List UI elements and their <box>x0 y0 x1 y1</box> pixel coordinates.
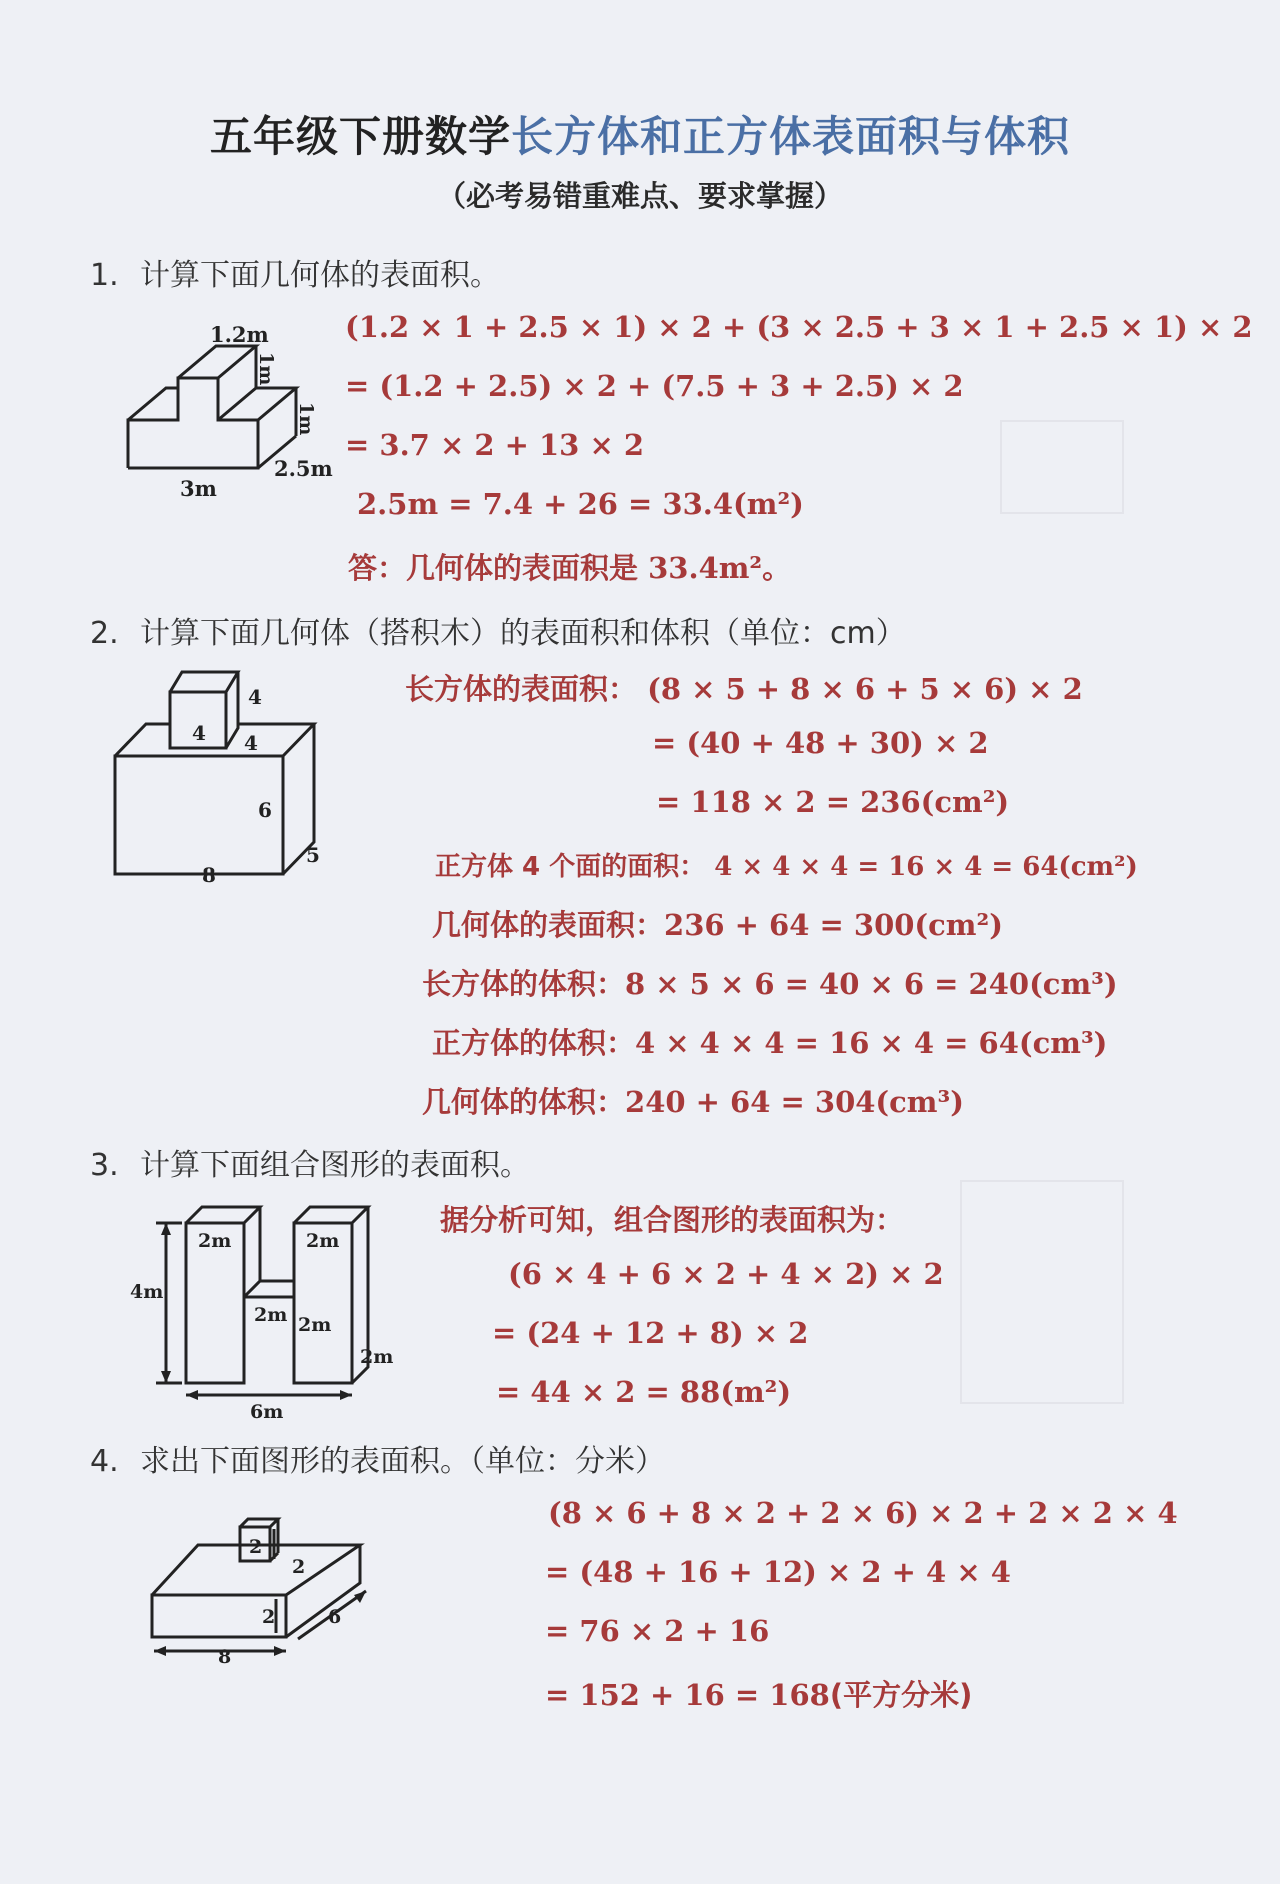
q2-line-1-label: 长方体的表面积： <box>405 672 638 706</box>
question-number: 3. <box>90 1148 119 1183</box>
q4-label-box-h: 2 <box>262 1606 276 1628</box>
q1-label-len: 3m <box>180 476 217 501</box>
q1-answer <box>348 546 791 587</box>
q4-figure <box>140 1515 380 1668</box>
q3-line-2: (6 × 4 + 6 × 2 + 4 × 2) × 2 <box>508 1257 944 1291</box>
q2-line-8-value: 240 + 64 = 304(cm³) <box>625 1085 964 1119</box>
q4-line-4 <box>545 1673 972 1714</box>
q1-figure <box>110 320 350 510</box>
q2-label-box-d: 5 <box>306 843 320 867</box>
q4-line-4-value: = 152 + 16 = 168 <box>545 1678 830 1712</box>
q2-line-4-value: 4 × 4 × 4 = 16 × 4 = 64(cm²) <box>705 852 1138 882</box>
page-subtitle: （必考易错重难点、要求掌握） <box>436 179 843 213</box>
q2-label-box-w: 8 <box>202 863 216 887</box>
q2-line-4-label: 正方体 4 个面的面积： <box>435 852 706 882</box>
q3-line-1 <box>440 1198 904 1239</box>
q4-line-3: = 76 × 2 + 16 <box>545 1614 770 1648</box>
q4-label-box-w: 8 <box>218 1646 232 1668</box>
q4-label-box-d: 6 <box>328 1606 342 1628</box>
q2-line-8 <box>422 1080 964 1121</box>
page-title <box>0 104 1280 164</box>
q3-height-arrow-down <box>161 1371 171 1383</box>
q1-label-h2: 1m <box>295 402 317 436</box>
q4-width-arrow-right <box>274 1646 286 1656</box>
q3-height-arrow-up <box>161 1223 171 1235</box>
q3-label-left-top: 2m <box>198 1230 232 1252</box>
q3-width-arrow-right <box>340 1390 352 1400</box>
question-3 <box>90 1140 530 1184</box>
q3-label-height: 4m <box>130 1281 164 1303</box>
q2-line-5-label: 几何体的表面积： <box>432 908 665 942</box>
q4-label-cube-d: 2 <box>292 1556 306 1578</box>
q2-figure <box>100 660 340 890</box>
bleed-through-mark <box>1000 420 1124 514</box>
q4-depth-arrow <box>354 1591 366 1603</box>
q2-line-4 <box>435 846 1138 883</box>
q1-label-top: 1.2m <box>210 322 269 347</box>
title-blue: 长方体和正方体表面积与体积 <box>511 112 1071 161</box>
q1-line-4: 2.5m = 7.4 + 26 = 33.4(m²) <box>357 487 804 521</box>
q3-label-width: 6m <box>250 1401 284 1423</box>
q4-line-4-unit: (平方分米) <box>829 1678 973 1712</box>
question-text: 计算下面组合图形的表面积。 <box>140 1148 530 1183</box>
question-number: 4. <box>90 1444 119 1479</box>
q1-answer-value: 33.4m²。 <box>638 551 792 585</box>
q2-line-5 <box>432 903 1003 944</box>
title-black: 五年级下册数学 <box>209 112 511 161</box>
q3-label-mid-h: 2m <box>298 1314 332 1336</box>
q2-line-8-label: 几何体的体积： <box>422 1085 626 1119</box>
q4-line-1: (8 × 6 + 8 × 2 + 2 × 6) × 2 + 2 × 2 × 4 <box>548 1496 1178 1530</box>
q2-line-1 <box>405 667 1083 708</box>
q2-line-6-value: 8 × 5 × 6 = 40 × 6 = 240(cm³) <box>625 967 1118 1001</box>
q3-figure <box>120 1195 400 1423</box>
q3-line-4: = 44 × 2 = 88(m²) <box>496 1375 792 1409</box>
q3-width-arrow-left <box>186 1390 198 1400</box>
q3-line-3: = (24 + 12 + 8) × 2 <box>492 1316 809 1350</box>
bleed-through-mark <box>960 1180 1124 1404</box>
q1-label-depth: 2.5m <box>274 456 333 481</box>
q1-answer-label: 答：几何体的表面积是 <box>348 551 639 585</box>
q4-line-2: = (48 + 16 + 12) × 2 + 4 × 4 <box>545 1555 1011 1589</box>
q3-label-depth: 2m <box>360 1346 394 1368</box>
q4-label-cube-h: 2 <box>249 1536 263 1558</box>
question-text: 计算下面几何体的表面积。 <box>140 258 500 293</box>
q2-line-7-label: 正方体的体积： <box>432 1026 636 1060</box>
q2-label-box-h: 6 <box>258 798 272 822</box>
q2-line-7 <box>432 1021 1107 1062</box>
q2-label-cube-front: 4 <box>192 721 206 745</box>
question-text: 求出下面图形的表面积。（单位：分米） <box>140 1444 665 1479</box>
q2-line-6-label: 长方体的体积： <box>422 967 626 1001</box>
question-number: 1. <box>90 258 119 293</box>
q2-line-7-value: 4 × 4 × 4 = 16 × 4 = 64(cm³) <box>635 1026 1108 1060</box>
q2-line-5-value: 236 + 64 = 300(cm²) <box>664 908 1003 942</box>
q2-line-2: = (40 + 48 + 30) × 2 <box>652 726 989 760</box>
q2-label-cube-d: 4 <box>244 731 258 755</box>
q2-line-6 <box>422 962 1118 1003</box>
q2-line-1-value: (8 × 5 + 8 × 6 + 5 × 6) × 2 <box>637 672 1083 706</box>
q1-label-h1: 1m <box>255 352 277 386</box>
q1-line-1: (1.2 × 1 + 2.5 × 1) × 2 + (3 × 2.5 + 3 × 1 + 2.5 × 1) × 2 <box>345 310 1253 344</box>
question-number: 2. <box>90 616 119 651</box>
q1-line-2: = (1.2 + 2.5) × 2 + (7.5 + 3 + 2.5) × 2 <box>345 369 964 403</box>
q3-label-mid-top: 2m <box>254 1304 288 1326</box>
q3-line-1-text: 据分析可知，组合图形的表面积为： <box>440 1203 905 1237</box>
question-text: 计算下面几何体（搭积木）的表面积和体积（单位：cm） <box>140 616 906 651</box>
q2-label-cube-h: 4 <box>248 685 262 709</box>
q1-line-3: = 3.7 × 2 + 13 × 2 <box>345 428 645 462</box>
question-1 <box>90 250 500 294</box>
question-2 <box>90 608 906 652</box>
q3-label-right-top: 2m <box>306 1230 340 1252</box>
q2-line-3: = 118 × 2 = 236(cm²) <box>656 785 1010 819</box>
q4-width-arrow-left <box>154 1646 166 1656</box>
question-4 <box>90 1436 665 1480</box>
